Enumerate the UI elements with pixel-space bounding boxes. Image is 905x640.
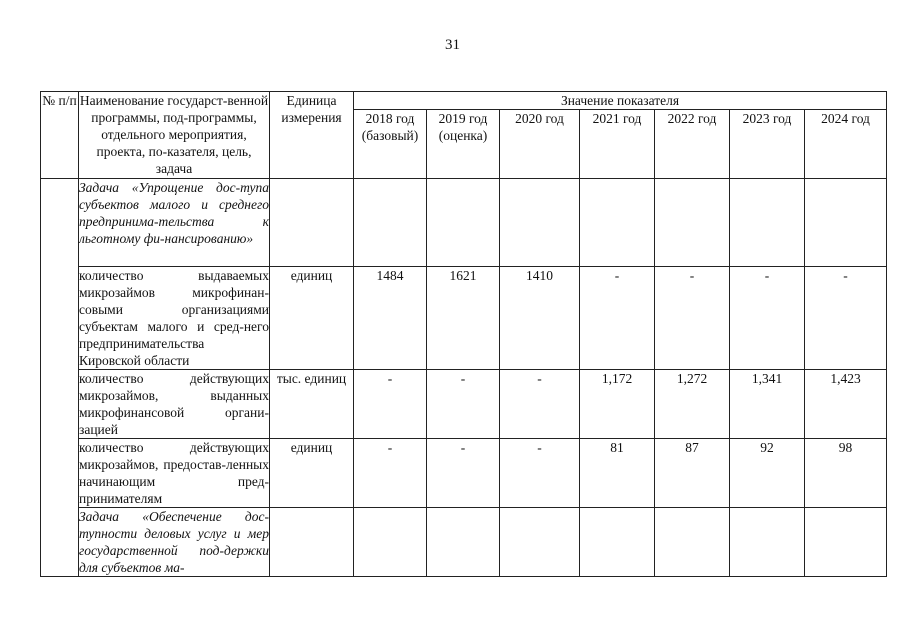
value-2023: 1,341 — [730, 370, 805, 439]
table-row-indicator-1 — [41, 267, 887, 370]
value-2023: 92 — [730, 439, 805, 508]
empty-cell — [730, 179, 805, 267]
value-2023: - — [730, 267, 805, 370]
empty-cell — [655, 179, 730, 267]
value-2019: - — [427, 439, 500, 508]
header-year-2023: 2023 год — [730, 110, 805, 179]
value-2022: 1,272 — [655, 370, 730, 439]
empty-cell — [580, 508, 655, 577]
empty-cell — [730, 508, 805, 577]
header-year-2024: 2024 год — [805, 110, 887, 179]
header-year-2019: 2019 год (оценка) — [427, 110, 500, 179]
indicator-name: количество действующих микрозаймов, выданных микрофинансовой органи-зацией — [79, 371, 269, 437]
value-2024: 98 — [805, 439, 887, 508]
header-year-2018: 2018 год (базовый) — [354, 110, 427, 179]
indicator-unit: единиц — [270, 267, 354, 370]
header-row — [41, 92, 887, 110]
header-unit: Единица измерения — [270, 92, 354, 179]
value-2021: - — [580, 267, 655, 370]
task-name: Задача «Упрощение дос-тупа субъектов малого и среднего предпринима-тельства к льготному фи-нансированию» — [79, 179, 270, 267]
header-name: Наименование государст-венной программы, под-программы, отдельного мероприятия, проекта, по-казателя, цель, задача — [79, 92, 270, 179]
value-2020: 1410 — [500, 267, 580, 370]
table-row-indicator-3 — [41, 439, 887, 508]
empty-cell — [270, 508, 354, 577]
value-2020: - — [500, 370, 580, 439]
empty-cell — [270, 179, 354, 267]
header-values-title: Значение показателя — [354, 92, 887, 110]
indicator-name: количество действующих микрозаймов, предостав-ленных начинающим пред-принимателям — [79, 440, 269, 506]
header-num: № п/п — [41, 92, 79, 179]
value-2021: 1,172 — [580, 370, 655, 439]
indicator-unit: единиц — [270, 439, 354, 508]
empty-cell — [354, 508, 427, 577]
task-name: Задача «Обеспечение дос-тупности деловых услуг и мер государственной под-держки для субъектов ма- — [79, 509, 269, 575]
empty-cell — [427, 179, 500, 267]
empty-cell — [500, 179, 580, 267]
indicators-table — [40, 91, 887, 577]
value-2020: - — [500, 439, 580, 508]
empty-cell — [805, 179, 887, 267]
empty-cell — [500, 508, 580, 577]
value-2022: 87 — [655, 439, 730, 508]
value-2019: - — [427, 370, 500, 439]
value-2018: - — [354, 439, 427, 508]
table-row-task-2 — [41, 508, 887, 577]
value-2021: 81 — [580, 439, 655, 508]
value-2018: 1484 — [354, 267, 427, 370]
empty-cell — [354, 179, 427, 267]
indicator-name: количество выдаваемых микрозаймов микрофинан-совыми организациями субъектам малого и сред-него предпринимательства Кировской области — [79, 268, 269, 368]
value-2018: - — [354, 370, 427, 439]
table-row-task-1 — [41, 179, 887, 267]
value-2022: - — [655, 267, 730, 370]
indicator-unit: тыс. единиц — [270, 370, 354, 439]
num-cell — [41, 179, 79, 577]
page-number: 31 — [445, 37, 460, 53]
value-2024: - — [805, 267, 887, 370]
empty-cell — [655, 508, 730, 577]
empty-cell — [580, 179, 655, 267]
empty-cell — [427, 508, 500, 577]
empty-cell — [805, 508, 887, 577]
header-year-2020: 2020 год — [500, 110, 580, 179]
value-2024: 1,423 — [805, 370, 887, 439]
table-row-indicator-2 — [41, 370, 887, 439]
header-year-2021: 2021 год — [580, 110, 655, 179]
value-2019: 1621 — [427, 267, 500, 370]
header-year-2022: 2022 год — [655, 110, 730, 179]
